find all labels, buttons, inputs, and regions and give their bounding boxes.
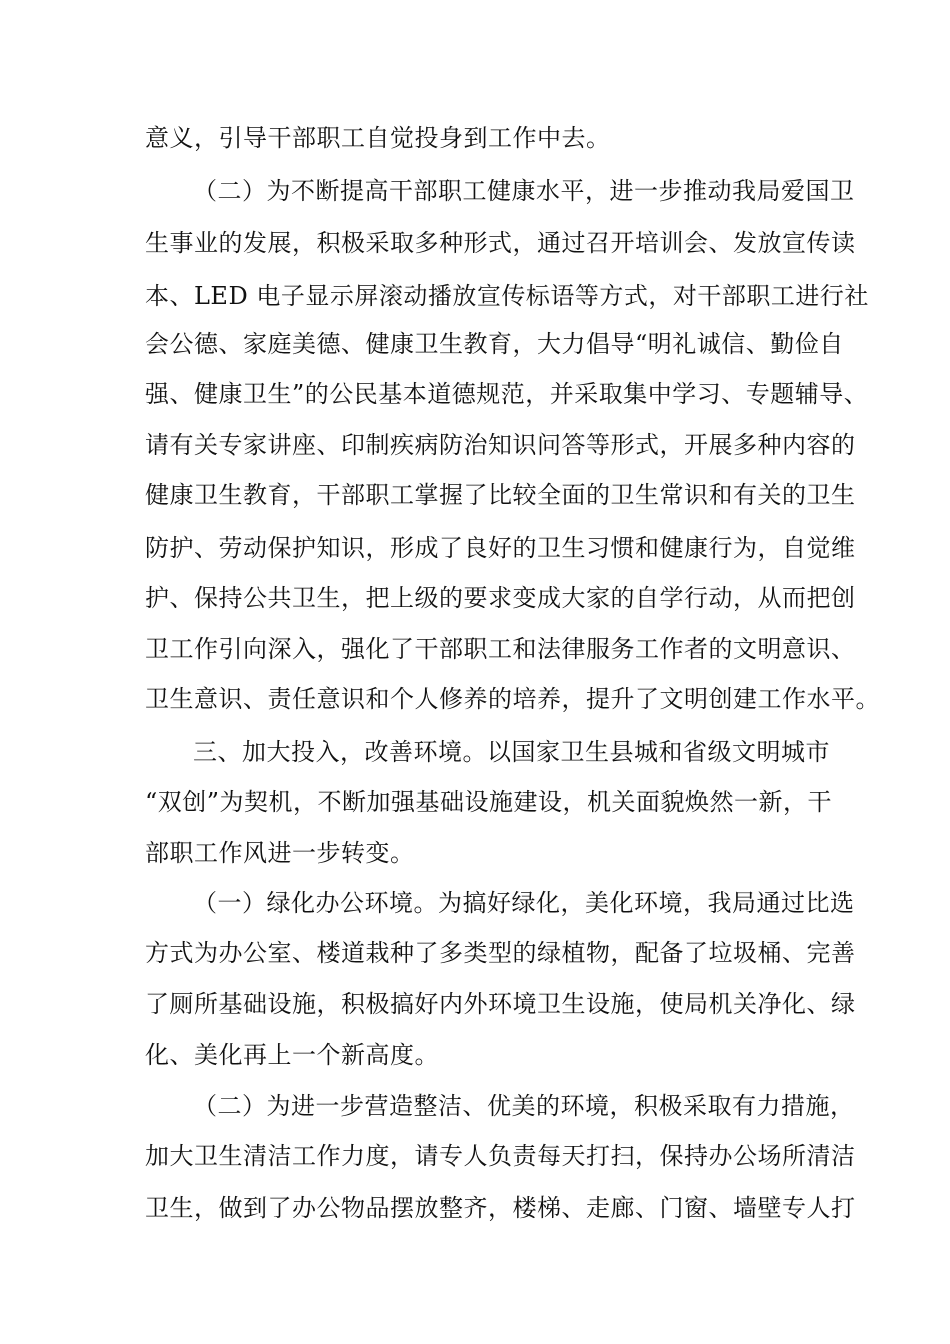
- paragraph-heading: （二）为进一步营造整洁、优美的环境，积极采取有力措施，: [193, 1092, 855, 1120]
- text-line: 意义，引导干部职工自觉投身到工作中去。: [145, 124, 611, 152]
- text-line: 防护、劳动保护知识，形成了良好的卫生习惯和健康行为，自觉维: [145, 534, 856, 562]
- text-line: 本、LED 电子显示屏滚动播放宣传标语等方式，对干部职工进行社: [145, 282, 869, 310]
- text-line: 部职工作风进一步转变。: [145, 839, 415, 867]
- text-line: 加大卫生清洁工作力度，请专人负责每天打扫，保持办公场所清洁: [145, 1142, 856, 1170]
- text-line: 护、保持公共卫生，把上级的要求变成大家的自学行动，从而把创: [145, 584, 856, 612]
- text-line: 请有关专家讲座、印制疾病防治知识问答等形式，开展多种内容的: [145, 431, 856, 459]
- text-line: 卫生，做到了办公物品摆放整齐，楼梯、走廊、门窗、墙壁专人打: [145, 1194, 856, 1222]
- paragraph-heading: （一）绿化办公环境。为搞好绿化，美化环境，我局通过比选: [193, 889, 855, 917]
- text-line: 化、美化再上一个新高度。: [145, 1041, 439, 1069]
- text-line: 了厕所基础设施，积极搞好内外环境卫生设施，使局机关净化、绿: [145, 990, 856, 1018]
- text-line: 方式为办公室、楼道栽种了多类型的绿植物，配备了垃圾桶、完善: [145, 939, 856, 967]
- text-line: 强、健康卫生”的公民基本道德规范，并采取集中学习、专题辅导、: [145, 380, 869, 408]
- section-heading: 三、加大投入，改善环境。以国家卫生县城和省级文明城市: [193, 738, 830, 766]
- paragraph-heading: （二）为不断提高干部职工健康水平，进一步推动我局爱国卫: [193, 177, 855, 205]
- text-line: 生事业的发展，积极采取多种形式，通过召开培训会、发放宣传读: [145, 229, 856, 257]
- text-line: 会公德、家庭美德、健康卫生教育，大力倡导“明礼诚信、勤俭自: [145, 330, 844, 358]
- text-line: 卫生意识、责任意识和个人修养的培养，提升了文明创建工作水平。: [145, 685, 880, 713]
- text-line: 卫工作引向深入，强化了干部职工和法律服务工作者的文明意识、: [145, 635, 856, 663]
- text-line: 健康卫生教育，干部职工掌握了比较全面的卫生常识和有关的卫生: [145, 481, 856, 509]
- text-line: “双创”为契机，不断加强基础设施建设，机关面貌焕然一新，干: [145, 788, 833, 816]
